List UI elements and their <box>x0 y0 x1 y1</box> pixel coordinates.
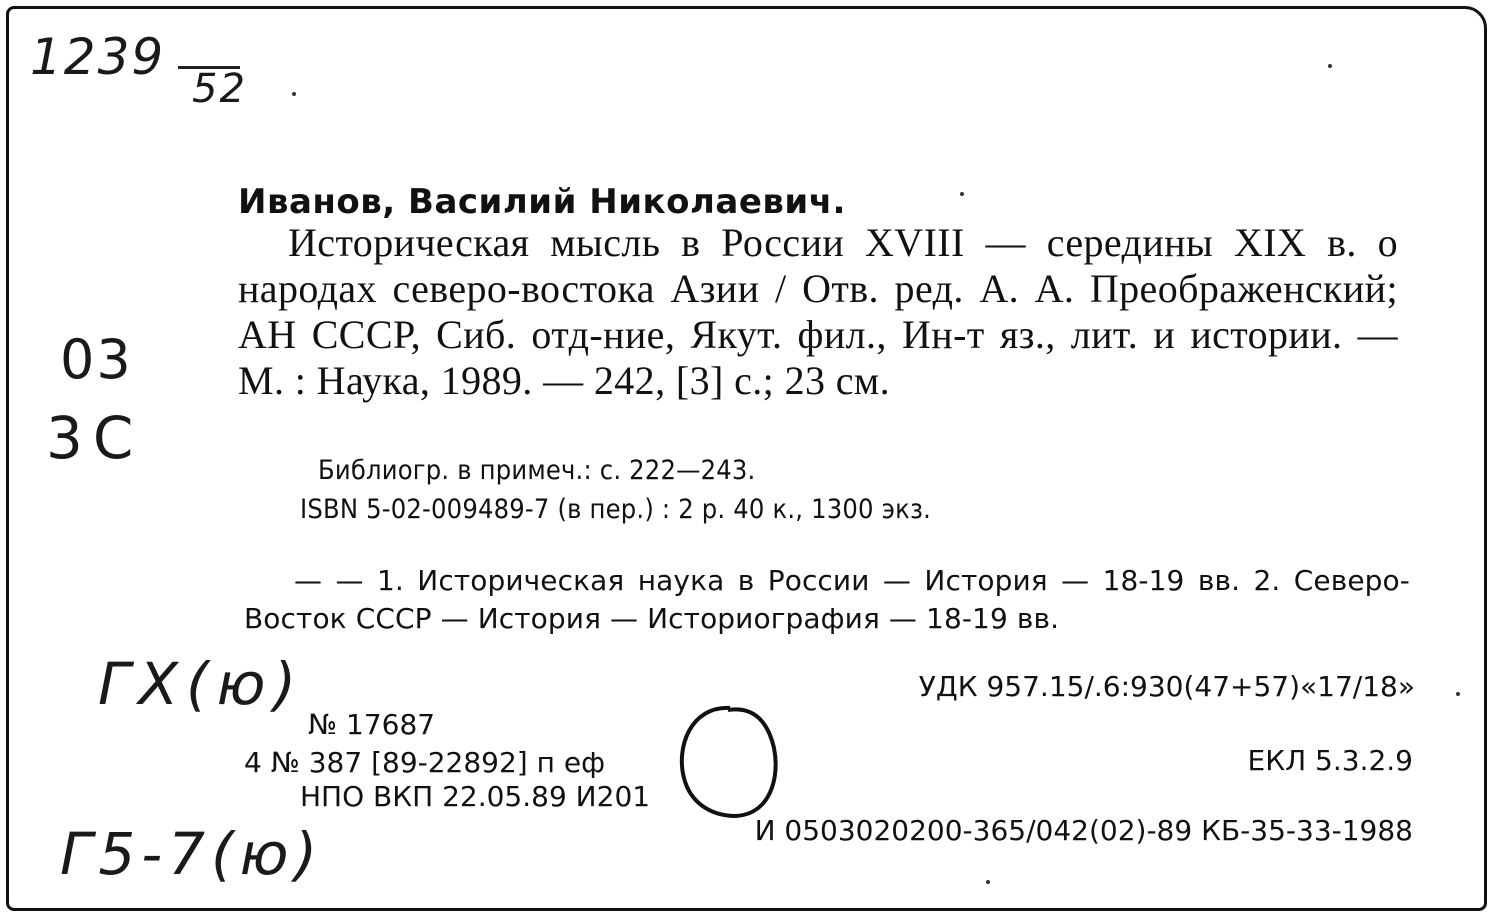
speck <box>292 92 296 96</box>
order-line: 4 № 387 [89-22892] п еф <box>244 746 606 779</box>
speck <box>1456 692 1460 696</box>
handwritten-mark-03: 03 <box>60 328 133 391</box>
handwritten-mark-3c: 3C <box>46 404 144 472</box>
handwritten-call-number-denominator: 52 <box>192 66 247 112</box>
handwritten-mark-gx: ГХ(ю) <box>98 650 305 718</box>
ekl-classification: ЕКЛ 5.3.2.9 <box>1247 744 1413 777</box>
npo-line: НПО ВКП 22.05.89 И201 <box>300 780 651 813</box>
bibliography-note: Библиогр. в примеч.: с. 222—243. <box>318 455 756 486</box>
index-line: И 0503020200-365/042(02)-89 КБ-35-33-1988 <box>754 814 1413 847</box>
speck <box>1328 64 1332 68</box>
subject-headings: — — 1. Историческая наука в России — История — 18-19 вв. 2. Северо-Восток СССР — История — Историография — 18-19 вв. <box>244 564 1410 635</box>
handwritten-mark-g5: Г5-7(ю) <box>60 820 324 888</box>
handwritten-circle <box>670 698 790 830</box>
title-description: Историческая мысль в России XVIII — середины XIX в. о народах северо-востока Азии / Отв. ред. А. А. Преображенский; АН СССР, Сиб. отд-ние, Якут. фил., Ин-т яз., лит. и истории. — М. : Наука, 1989. — 242, [3] с.; 23 см. <box>238 220 1398 403</box>
handwritten-call-number: 1239 <box>30 28 166 86</box>
speck <box>960 192 964 196</box>
author-heading: Иванов, Василий Николаевич. <box>238 182 846 222</box>
udc-classification: УДК 957.15/.6:930(47+57)«17/18» <box>918 670 1415 703</box>
isbn-line: ISBN 5-02-009489-7 (в пер.) : 2 р. 40 к., 1300 экз. <box>300 494 932 525</box>
record-number: № 17687 <box>308 708 436 741</box>
speck <box>986 880 990 884</box>
